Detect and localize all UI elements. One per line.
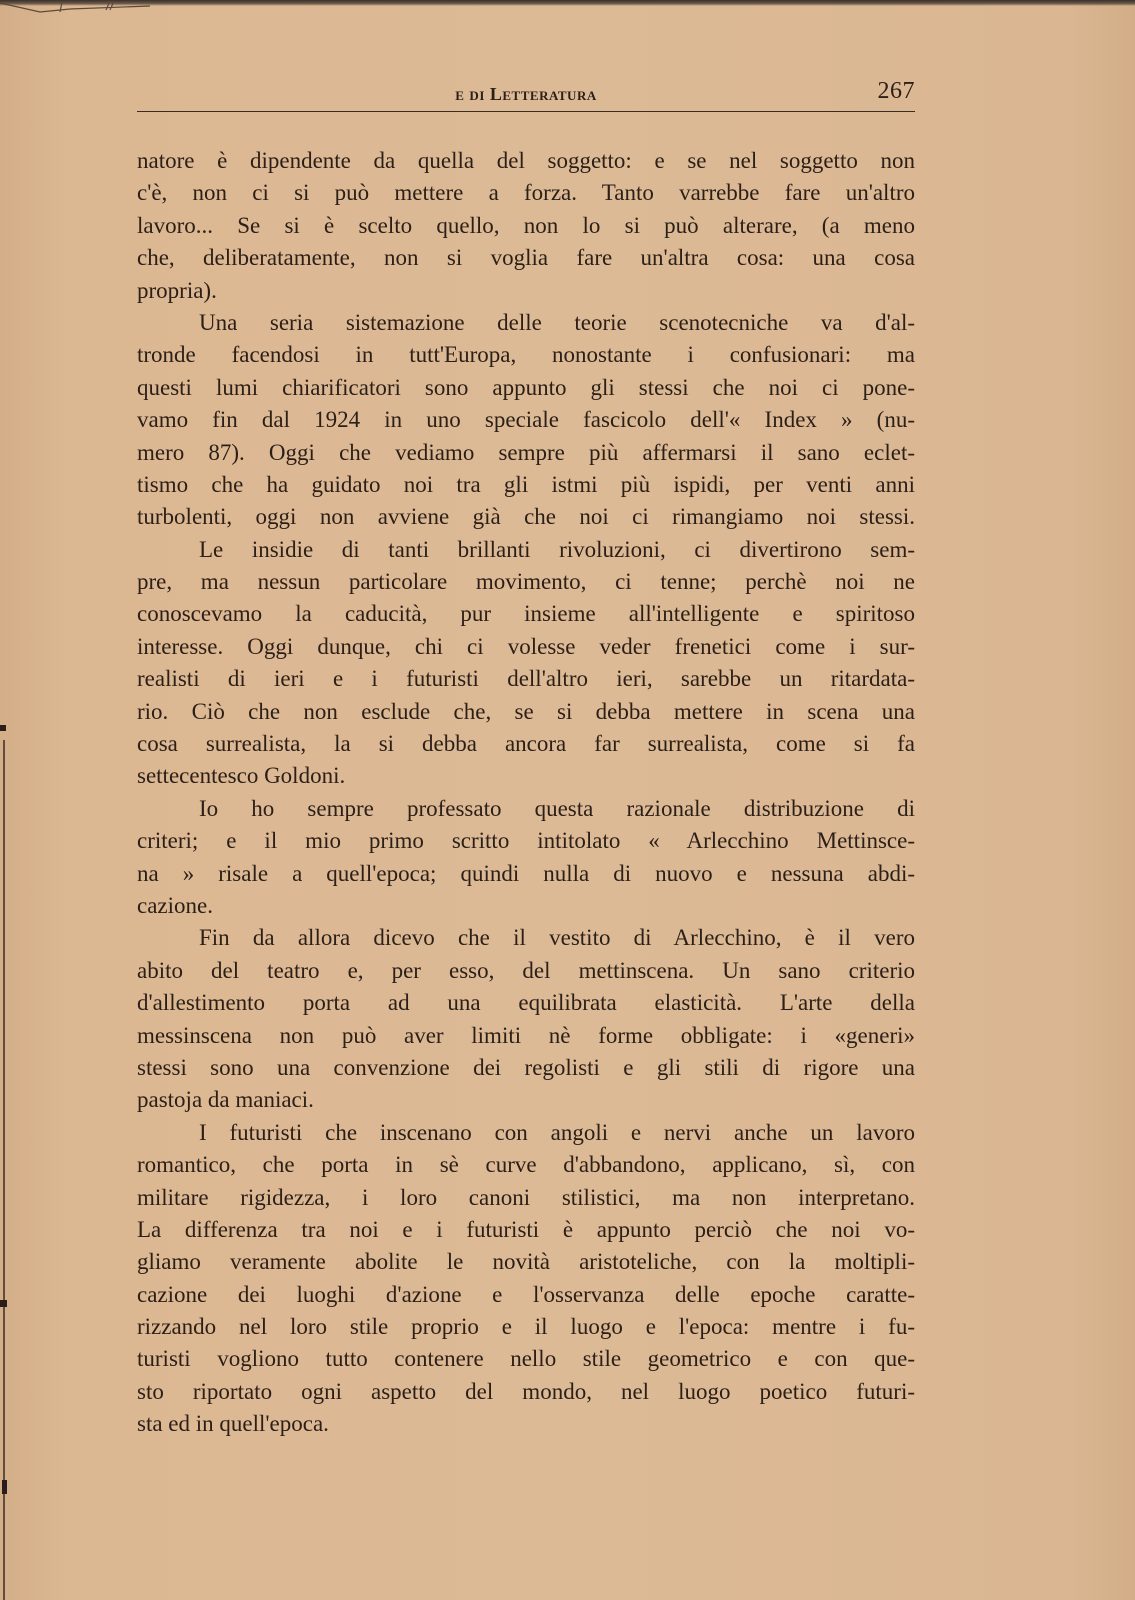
text-line: questi lumi chiarificatori sono appunto gli stessi che noi ci pone- (137, 374, 915, 400)
text-line: pre, ma nessun particolare movimento, ci tenne; perchè noi ne (137, 569, 915, 595)
text-line: rizzando nel loro stile proprio e il luogo e l'epoca: mentre i fu- (137, 1314, 915, 1340)
corner-scratch-mark (0, 0, 150, 14)
text-line: gliamo veramente abolite le novità aristoteliche, con la moltipli- (137, 1249, 915, 1275)
text-line: rio. Ciò che non esclude che, se si debba mettere in scena una (137, 698, 915, 724)
text-line: Una seria sistemazione delle teorie scenotecniche va d'al- (199, 309, 915, 335)
text-line: realisti di ieri e i futuristi dell'altro ieri, sarebbe un ritardata- (137, 666, 915, 692)
text-line: cazione. (137, 892, 213, 918)
text-line: Fin da allora dicevo che il vestito di Arlecchino, è il vero (199, 925, 915, 951)
text-line: pastoja da maniaci. (137, 1087, 314, 1113)
text-line: lavoro... Se si è scelto quello, non lo si può alterare, (a meno (137, 212, 915, 238)
text-line: c'è, non ci si può mettere a forza. Tanto varrebbe fare un'altro (137, 180, 915, 206)
text-line: Le insidie di tanti brillanti rivoluzioni, ci divertirono sem- (199, 536, 915, 562)
text-line: I futuristi che inscenano con angoli e nervi anche un lavoro (199, 1119, 915, 1145)
text-line: romantico, che porta in sè curve d'abbandono, applicano, sì, con (137, 1152, 915, 1178)
text-line: militare rigidezza, i loro canoni stilistici, ma non interpretano. (137, 1184, 915, 1210)
header-rule (137, 111, 915, 112)
text-line: sto riportato ogni aspetto del mondo, nel luogo poetico futuri- (137, 1378, 915, 1404)
text-line: propria). (137, 277, 217, 303)
text-line: sta ed in quell'epoca. (137, 1411, 329, 1437)
body-text (137, 145, 915, 1441)
text-line: La differenza tra noi e i futuristi è appunto perciò che noi vo- (137, 1216, 915, 1242)
text-line: natore è dipendente da quella del soggetto: e se nel soggetto non (137, 148, 915, 173)
text-line: vamo fin dal 1924 in uno speciale fascicolo dell'« Index » (nu- (137, 407, 915, 433)
text-line: turisti vogliono tutto contenere nello stile geometrico e con que- (137, 1346, 915, 1372)
text-line: criteri; e il mio primo scritto intitolato « Arlecchino Mettinsce- (137, 828, 915, 854)
text-line: settecentesco Goldoni. (137, 763, 346, 789)
binding-edge (0, 180, 8, 1600)
text-line: stessi sono una convenzione dei regolisti e gli stili di rigore una (137, 1054, 915, 1080)
text-line: na » risale a quell'epoca; quindi nulla di nuovo e nessuna abdi- (137, 860, 915, 886)
text-line: tismo che ha guidato noi tra gli istmi più ispidi, per venti anni (137, 471, 915, 497)
text-line: interesse. Oggi dunque, chi ci volesse veder frenetici come i sur- (137, 633, 915, 659)
text-line: d'allestimento porta ad una equilibrata elasticità. L'arte della (137, 990, 915, 1016)
text-line: che, deliberatamente, non si voglia fare un'altra cosa: una cosa (137, 245, 915, 271)
text-line: abito del teatro e, per esso, del mettinscena. Un sano criterio (137, 957, 915, 983)
page-header (137, 78, 915, 110)
page-top-edge (0, 0, 1135, 6)
text-line: Io ho sempre professato questa razionale distribuzione di (199, 795, 915, 821)
text-line: tronde facendosi in tutt'Europa, nonostante i confusionari: ma (137, 342, 915, 368)
page-number: 267 (877, 78, 915, 104)
text-line: cosa surrealista, la si debba ancora far surrealista, come si fa (137, 731, 915, 757)
text-line: turbolenti, oggi non avviene già che noi ci rimangiamo noi stessi. (137, 504, 915, 530)
text-line: cazione dei luoghi d'azione e l'osservanza delle epoche caratte- (137, 1281, 915, 1307)
running-head: e di Letteratura (455, 84, 597, 104)
text-line: messinscena non può aver limiti nè forme obbligate: i «generi» (137, 1022, 915, 1048)
text-line: mero 87). Oggi che vediamo sempre più affermarsi il sano eclet- (137, 439, 915, 465)
text-line: conoscevamo la caducità, pur insieme all'intelligente e spiritoso (137, 601, 915, 627)
